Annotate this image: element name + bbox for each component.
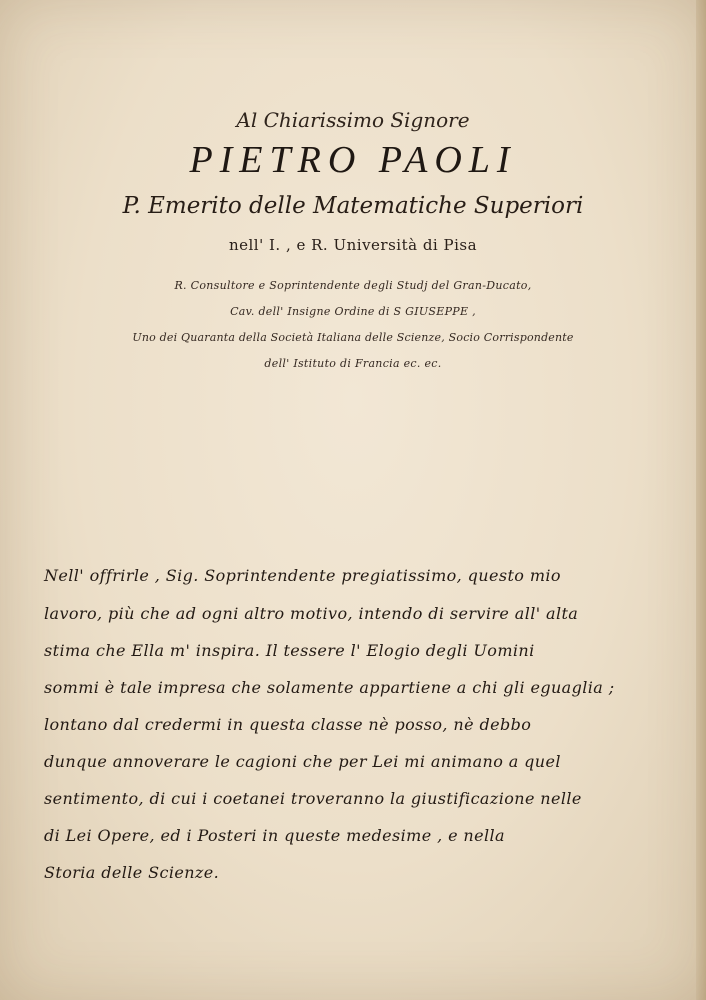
letter-line: lontano dal credermi in questa classe nè posso, nè debbo [44, 715, 532, 734]
letter-line: lavoro, più che ad ogni altro motivo, intendo di servire all' alta [44, 604, 579, 623]
letter-line: stima che Ella m' inspira. Il tessere l' Elogio degli Uomini [44, 641, 535, 660]
dedicatee-order: Cav. dell' Insigne Ordine di S GIUSEPPE , [230, 305, 476, 318]
dedicatee-title: P. Emerito delle Matematiche Superiori [122, 193, 584, 219]
dedicatee-university: nell' I. , e R. Università di Pisa [228, 236, 478, 254]
letter-line: sentimento, di cui i coetanei troveranno la giustificazione nelle [44, 789, 582, 808]
dedicatee-office: R. Consultore e Soprintendente degli Studj del Gran-Ducato, [174, 279, 532, 292]
dedicatee-institute: dell' Istituto di Francia ec. ec. [264, 357, 442, 370]
letter-line: sommi è tale impresa che solamente appartiene a chi gli eguaglia ; [44, 678, 615, 697]
dedicatee-society: Uno dei Quaranta della Società Italiana delle Scienze, Socio Corrispondente [132, 331, 574, 344]
dedication-salutation: Al Chiarissimo Signore [236, 108, 470, 132]
letter-line: Nell' offrirle , Sig. Soprintendente pregiatissimo, questo mio [44, 566, 561, 585]
letter-line: di Lei Opere, ed i Posteri in queste medesime , e nella [44, 826, 505, 845]
dedicatee-name: PIETRO PAOLI [189, 139, 517, 181]
letter-line: dunque annoverare le cagioni che per Lei mi animano a quel [44, 752, 561, 771]
letter-line: Storia delle Scienze. [44, 863, 220, 882]
